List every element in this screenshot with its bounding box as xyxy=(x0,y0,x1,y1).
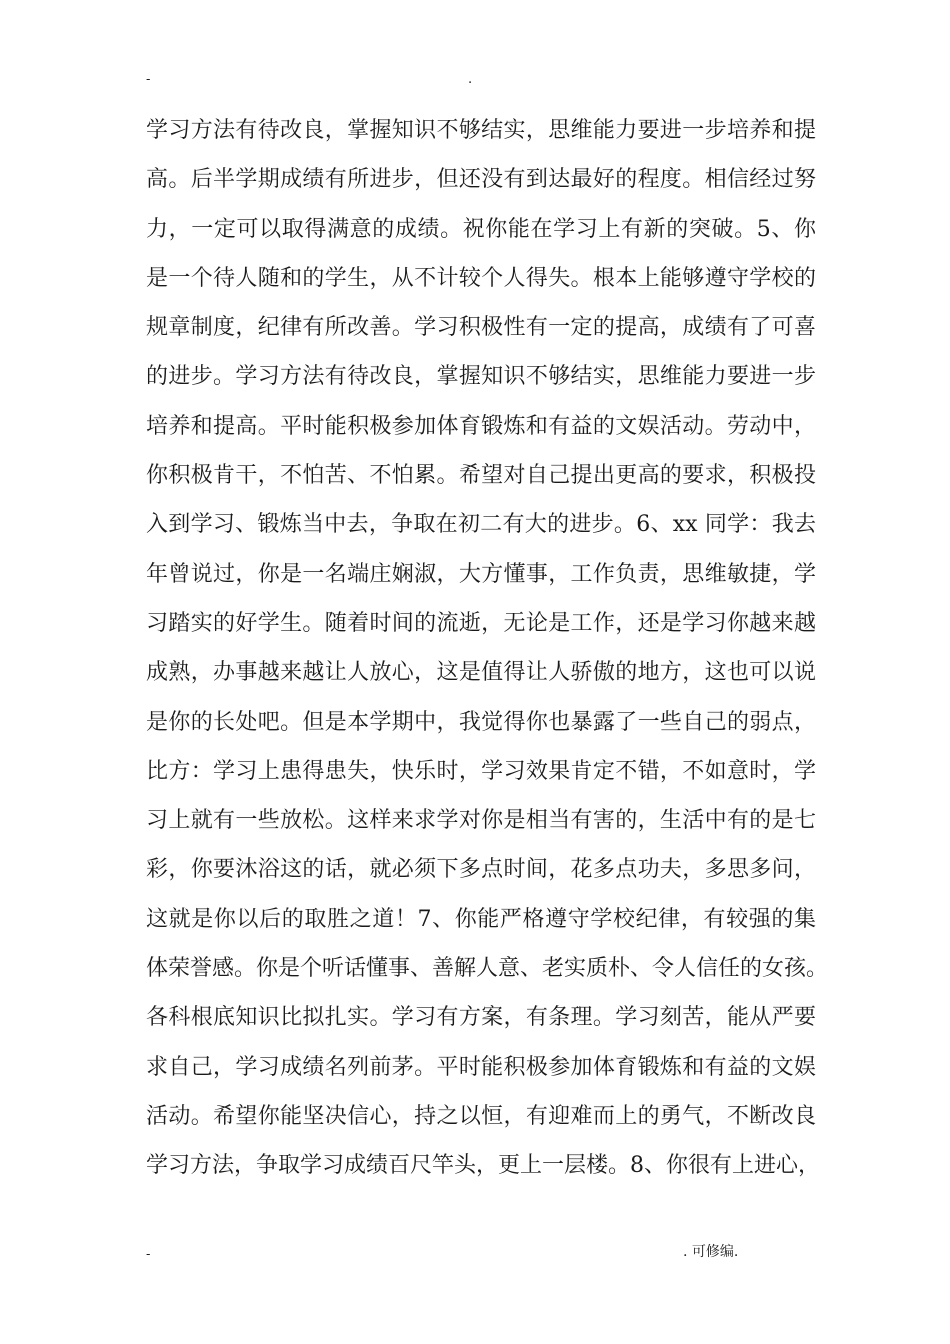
text-line: 各科根底知识比拟扎实。学习有方案，有条理。学习刻苦，能从严要 xyxy=(146,1005,816,1031)
text-line: 求自己，学习成绩名列前茅。平时能积极参加体育锻炼和有益的文娱 xyxy=(146,1054,816,1080)
text-line: 彩，你要沐浴这的话，就必须下多点时间，花多点功夫，多思多问， xyxy=(146,857,816,883)
text-line: 是一个待人随和的学生，从不计较个人得失。根本上能够遵守学校的 xyxy=(146,265,816,291)
header-left-mark: - xyxy=(146,72,151,87)
text-line: 学习方法有待改良，掌握知识不够结实，思维能力要进一步培养和提 xyxy=(146,118,816,143)
footer-left-mark: - xyxy=(146,1247,151,1262)
text-line: 比方：学习上患得患失，快乐时，学习效果肯定不错，不如意时，学 xyxy=(146,758,816,784)
document-body xyxy=(146,115,829,1200)
text-line: 规章制度，纪律有所改善。学习积极性有一定的提高，成绩有了可喜 xyxy=(146,315,816,341)
text-line: 成熟，办事越来越让人放心，这是值得让人骄傲的地方，这也可以说 xyxy=(146,660,816,686)
text-line: 力，一定可以取得满意的成绩。祝你能在学习上有新的突破。5、你 xyxy=(146,216,816,242)
text-line: 年曾说过，你是一名端庄娴淑，大方懂事，工作负责，思维敏捷，学 xyxy=(146,561,816,587)
text-line: 你积极肯干，不怕苦、不怕累。希望对自己提出更高的要求，积极投 xyxy=(146,463,816,489)
text-line: 学习方法，争取学习成绩百尺竿头，更上一层楼。8、你很有上进心， xyxy=(146,1153,820,1179)
text-line: 习上就有一些放松。这样来求学对你是相当有害的，生活中有的是七 xyxy=(146,808,816,834)
text-line: 习踏实的好学生。随着时间的流逝，无论是工作，还是学习你越来越 xyxy=(146,610,816,636)
text-line: 高。后半学期成绩有所进步，但还没有到达最好的程度。相信经过努 xyxy=(146,167,816,193)
text-line: 入到学习、锻炼当中去，争取在初二有大的进步。6、xx 同学：我去 xyxy=(146,512,816,538)
text-line: 的进步。学习方法有待改良，掌握知识不够结实，思维能力要进一步 xyxy=(146,364,816,390)
text-line: 是你的长处吧。但是本学期中，我觉得你也暴露了一些自己的弱点， xyxy=(146,709,816,735)
footer-editable-note: . 可修编. xyxy=(683,1244,739,1260)
header-right-mark: . xyxy=(468,72,473,87)
text-line: 体荣誉感。你是个听话懂事、善解人意、老实质朴、令人信任的女孩。 xyxy=(146,956,829,982)
text-line: 这就是你以后的取胜之道！7、你能严格遵守学校纪律，有较强的集 xyxy=(146,906,816,932)
text-line: 活动。希望你能坚决信心，持之以恒，有迎难而上的勇气，不断改良 xyxy=(146,1103,816,1129)
text-line: 培养和提高。平时能积极参加体育锻炼和有益的文娱活动。劳动中， xyxy=(146,413,816,439)
